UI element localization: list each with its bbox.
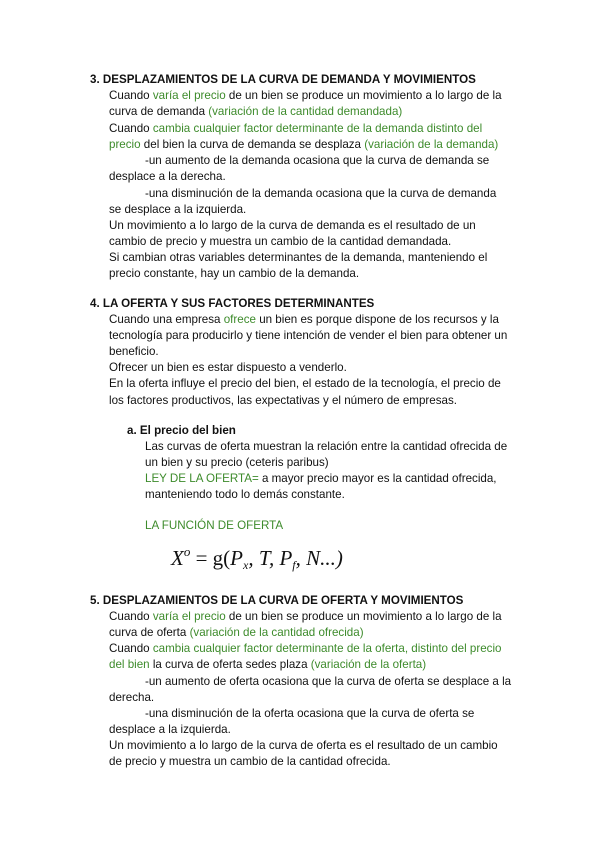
supply-function-formula — [171, 544, 343, 573]
formula-part: = g( — [190, 546, 231, 570]
highlight-term: (variación de la cantidad demandada) — [208, 105, 403, 118]
text: Cuando — [109, 122, 153, 135]
s3-line-5: -un aumento de la demanda ocasiona que la curva de demanda se — [145, 154, 490, 167]
text: un bien es porque dispone de los recursos y la — [255, 313, 499, 326]
s4a-line-3 — [145, 470, 497, 487]
s5-line-10: de precio y muestra un cambio de la cantidad ofrecida. — [109, 755, 391, 768]
s3-line-2 — [109, 103, 402, 120]
s5-line-7: -una disminución de la oferta ocasiona que la curva de oferta se — [145, 707, 475, 720]
s4-line-1 — [109, 311, 499, 328]
highlight-term: (variación de la cantidad ofrecida) — [189, 626, 364, 639]
formula-part: P — [230, 546, 243, 570]
text: curva de demanda — [109, 105, 209, 118]
text: Cuando — [109, 89, 153, 102]
formula-part: P — [279, 546, 293, 570]
section-5-heading: 5. DESPLAZAMIENTOS DE LA CURVA DE OFERTA Y MOVIMIENTOS — [90, 594, 464, 607]
text: Cuando — [109, 610, 153, 623]
highlight-term: cambia cualquier factor determinante de la demanda distinto del — [152, 122, 483, 135]
s4-line-2: tecnología para producirlo y tiene intención de vender el bien para obtener un — [109, 329, 508, 342]
text: a mayor precio mayor es la cantidad ofrecida, — [258, 472, 497, 485]
subsection-a-heading: a. El precio del bien — [127, 424, 236, 437]
highlight-term: (variación de la demanda) — [364, 138, 499, 151]
text: de un bien se produce un movimiento a lo largo de la — [225, 610, 502, 623]
s3-line-3 — [109, 120, 482, 137]
text: Cuando una empresa — [109, 313, 224, 326]
s3-line-10: cambio de precio y muestra un cambio de la cantidad demandada. — [109, 235, 452, 248]
s4-line-3: beneficio. — [109, 345, 159, 358]
highlight-term: del bien — [109, 658, 150, 671]
s5-line-6: derecha. — [109, 691, 155, 704]
s3-line-9: Un movimiento a lo largo de la curva de demanda es el resultado de un — [109, 219, 476, 232]
s3-line-8: se desplace a la izquierda. — [109, 203, 247, 216]
s3-line-7: -una disminución de la demanda ocasiona que la curva de demanda — [145, 187, 497, 200]
highlight-term: varía el precio — [152, 89, 226, 102]
s3-line-11: Si cambian otras variables determinantes de la demanda, manteniendo el — [109, 251, 488, 264]
s3-line-1 — [109, 87, 502, 104]
highlight-term: ofrece — [223, 313, 256, 326]
s3-line-4 — [109, 136, 498, 153]
text: del bien la curva de demanda se desplaza — [140, 138, 365, 151]
s4-line-6: los factores productivos, las expectativas y el número de empresas. — [109, 394, 457, 407]
formula-part: , T, — [248, 546, 280, 570]
s5-line-8: desplace a la izquierda. — [109, 723, 231, 736]
s5-line-2 — [109, 624, 364, 641]
s5-line-1 — [109, 608, 502, 625]
formula-part: X — [171, 546, 184, 570]
highlight-term: cambia cualquier factor determinante de la oferta, distinto del precio — [152, 642, 502, 655]
highlight-term: varía el precio — [152, 610, 226, 623]
s5-line-4 — [109, 656, 426, 673]
s5-line-5: -un aumento de oferta ocasiona que la curva de oferta se desplace a la — [145, 675, 512, 688]
s4-line-5: En la oferta influye el precio del bien, el estado de la tecnología, el precio de — [109, 377, 501, 390]
s3-line-6: desplace a la derecha. — [109, 170, 226, 183]
formula-sub: f — [292, 558, 296, 572]
formula-part: , N...) — [295, 546, 343, 570]
s3-line-12: precio constante, hay un cambio de la demanda. — [109, 267, 360, 280]
text: curva de oferta — [109, 626, 190, 639]
s4-line-4: Ofrecer un bien es estar dispuesto a venderlo. — [109, 361, 347, 374]
supply-function-title: LA FUNCIÓN DE OFERTA — [145, 519, 284, 532]
law-label: LEY DE LA OFERTA= — [145, 472, 259, 485]
s4a-line-2: un bien y su precio (ceteris paribus) — [145, 456, 329, 469]
s5-line-3 — [109, 640, 502, 657]
s4a-line-1: Las curvas de oferta muestran la relación entre la cantidad ofrecida de — [145, 440, 508, 453]
section-3-heading: 3. DESPLAZAMIENTOS DE LA CURVA DE DEMANDA Y MOVIMIENTOS — [90, 73, 476, 86]
s4a-line-4: manteniendo todo lo demás constante. — [145, 488, 345, 501]
highlight-term: (variación de la oferta) — [310, 658, 427, 671]
formula-sup: o — [183, 544, 191, 559]
s5-line-9: Un movimiento a lo largo de la curva de oferta es el resultado de un cambio — [109, 739, 498, 752]
section-4-heading: 4. LA OFERTA Y SUS FACTORES DETERMINANTES — [90, 297, 375, 310]
text: la curva de oferta sedes plaza — [149, 658, 311, 671]
text: de un bien se produce un movimiento a lo largo de la — [225, 89, 502, 102]
formula-sub: x — [243, 558, 249, 572]
text: Cuando — [109, 642, 153, 655]
highlight-term: precio — [109, 138, 141, 151]
